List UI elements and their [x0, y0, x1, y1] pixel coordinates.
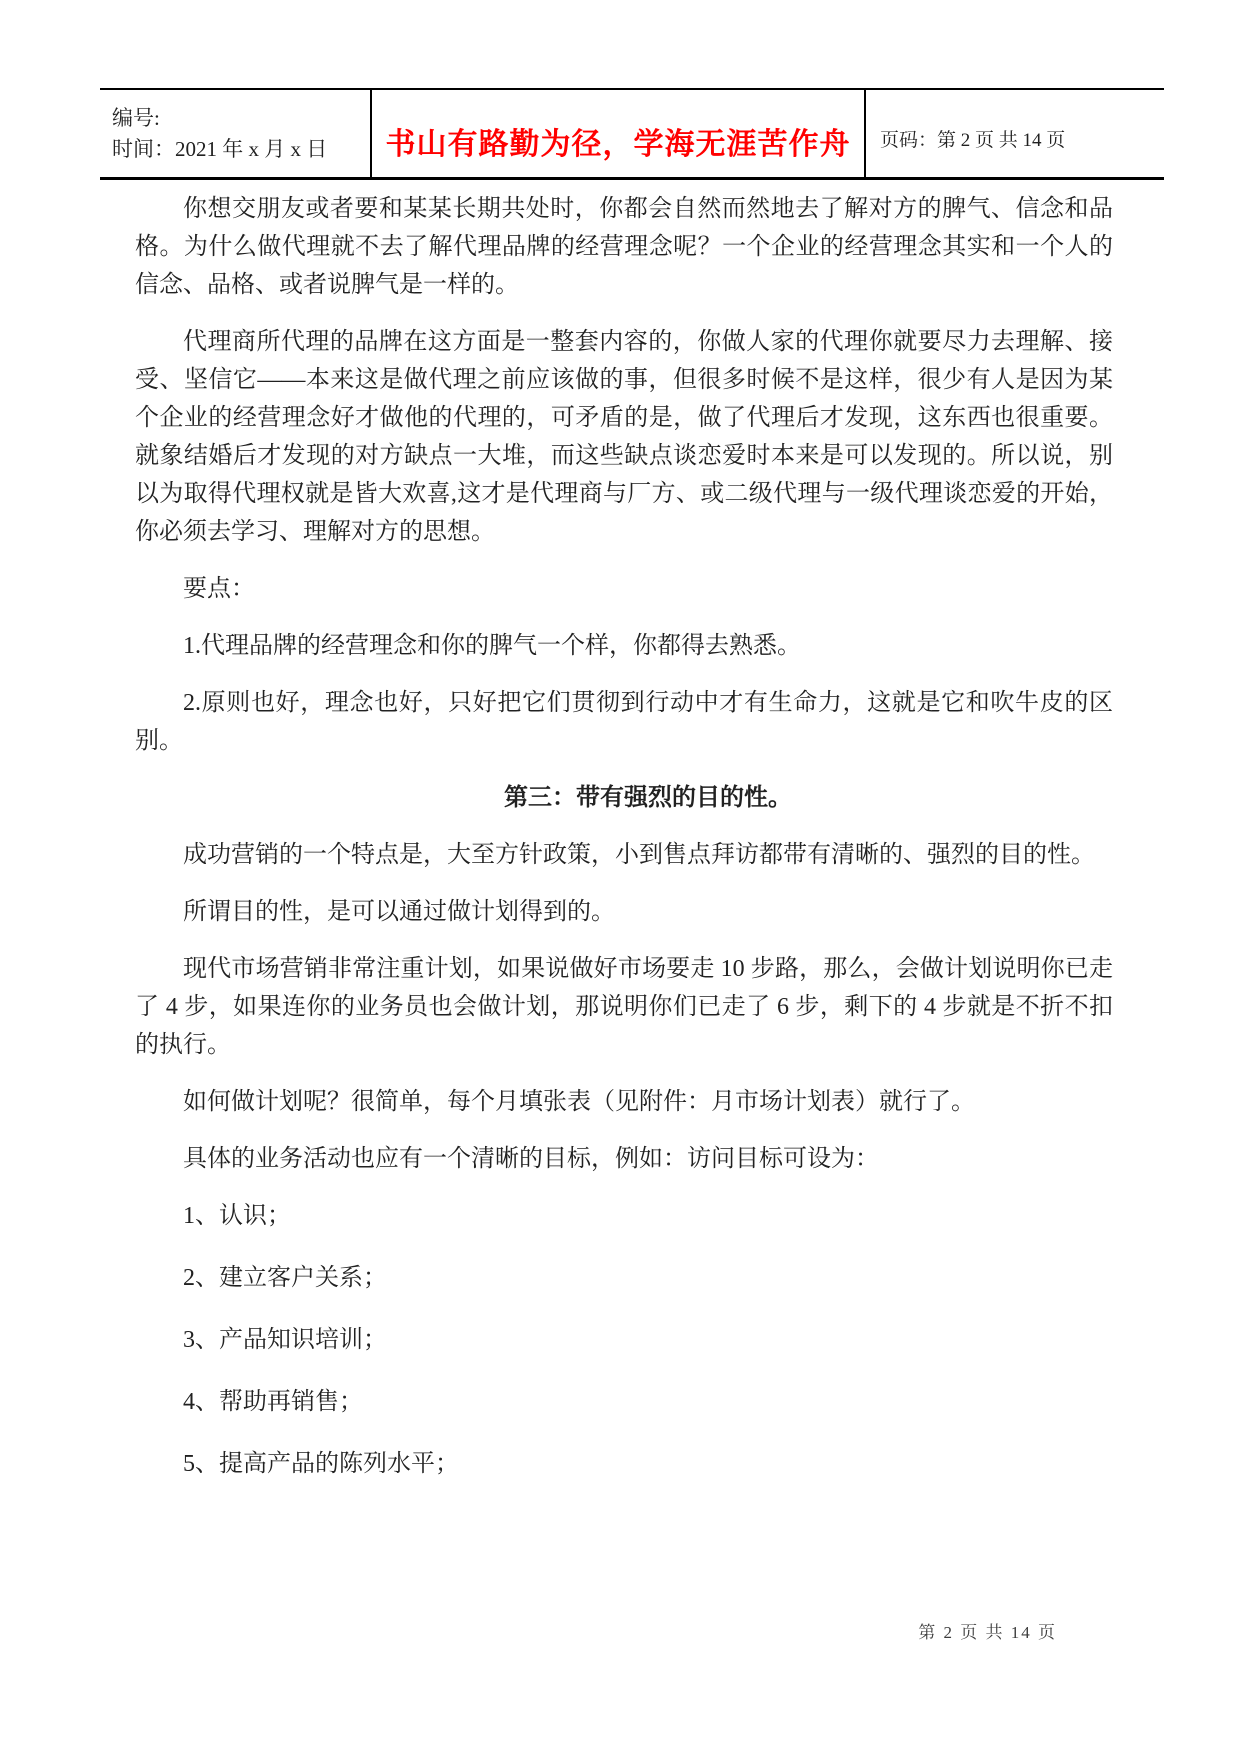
paragraph: 具体的业务活动也应有一个清晰的目标，例如：访问目标可设为：: [183, 1146, 879, 1172]
paragraph-key-points-label: 要点：: [183, 576, 255, 602]
header-cell-page: [864, 90, 1164, 177]
paragraph: 成功营销的一个特点是，大至方针政策，小到售点拜访都带有清晰的、强烈的目的性。: [183, 842, 1095, 868]
paragraph-key-point-1: 1.代理品牌的经营理念和你的脾气一个样，你都得去熟悉。: [183, 633, 801, 659]
document-body: [135, 190, 1113, 1507]
paragraph-key-point-2: 2.原则也好，理念也好，只好把它们贯彻到行动中才有生命力，这就是它和吹牛皮的区别。: [135, 690, 1113, 754]
list-item: 2、建立客户关系；: [183, 1265, 387, 1291]
header-cell-banner: [370, 90, 864, 177]
list-item: 1、认识；: [183, 1203, 291, 1229]
footer-page-number: 第 2 页 共 14 页: [918, 1623, 1057, 1642]
header-doc-date: 时间：2021 年 x 月 x 日: [112, 136, 328, 161]
header-banner-text: 书山有路勤为径，学海无涯苦作舟: [385, 127, 851, 161]
paragraph: 所谓目的性，是可以通过做计划得到的。: [183, 899, 615, 925]
section-heading: 第三：带有强烈的目的性。: [504, 784, 792, 811]
paragraph: 现代市场营销非常注重计划，如果说做好市场要走 10 步路，那么，会做计划说明你已走了 4 步，如果连你的业务员也会做计划，那说明你们已走了 6 步，剩下的 4 步就是不折不扣的执行。: [135, 956, 1113, 1058]
paragraph: 你想交朋友或者要和某某长期共处时，你都会自然而然地去了解对方的脾气、信念和品格。为什么做代理就不去了解代理品牌的经营理念呢？一个企业的经营理念其实和一个人的信念、品格、或者说脾气是一样的。: [135, 196, 1113, 298]
list-item: 5、提高产品的陈列水平；: [183, 1451, 459, 1477]
paragraph: 代理商所代理的品牌在这方面是一整套内容的，你做人家的代理你就要尽力去理解、接受、坚信它——本来这是做代理之前应该做的事，但很多时候不是这样，很少有人是因为某个企业的经营理念好才做他的代理的，可矛盾的是，做了代理后才发现，这东西也很重要。就象结婚后才发现的对方缺点一大堆，而这些缺点谈恋爱时本来是可以发现的。所以说，别以为取得代理权就是皆大欢喜,这才是代理商与厂方、或二级代理与一级代理谈恋爱的开始，你必须去学习、理解对方的思想。: [135, 329, 1113, 545]
paragraph: 如何做计划呢？很简单，每个月填张表（见附件：月市场计划表）就行了。: [183, 1089, 975, 1115]
header-doc-number: 编号:: [112, 105, 160, 130]
header-table: [100, 88, 1164, 180]
header-page-number: 页码：第 2 页 共 14 页: [880, 130, 1066, 151]
list-item: 3、产品知识培训；: [183, 1327, 387, 1353]
list-item: 4、帮助再销售；: [183, 1389, 363, 1415]
header-cell-meta: [100, 90, 370, 177]
